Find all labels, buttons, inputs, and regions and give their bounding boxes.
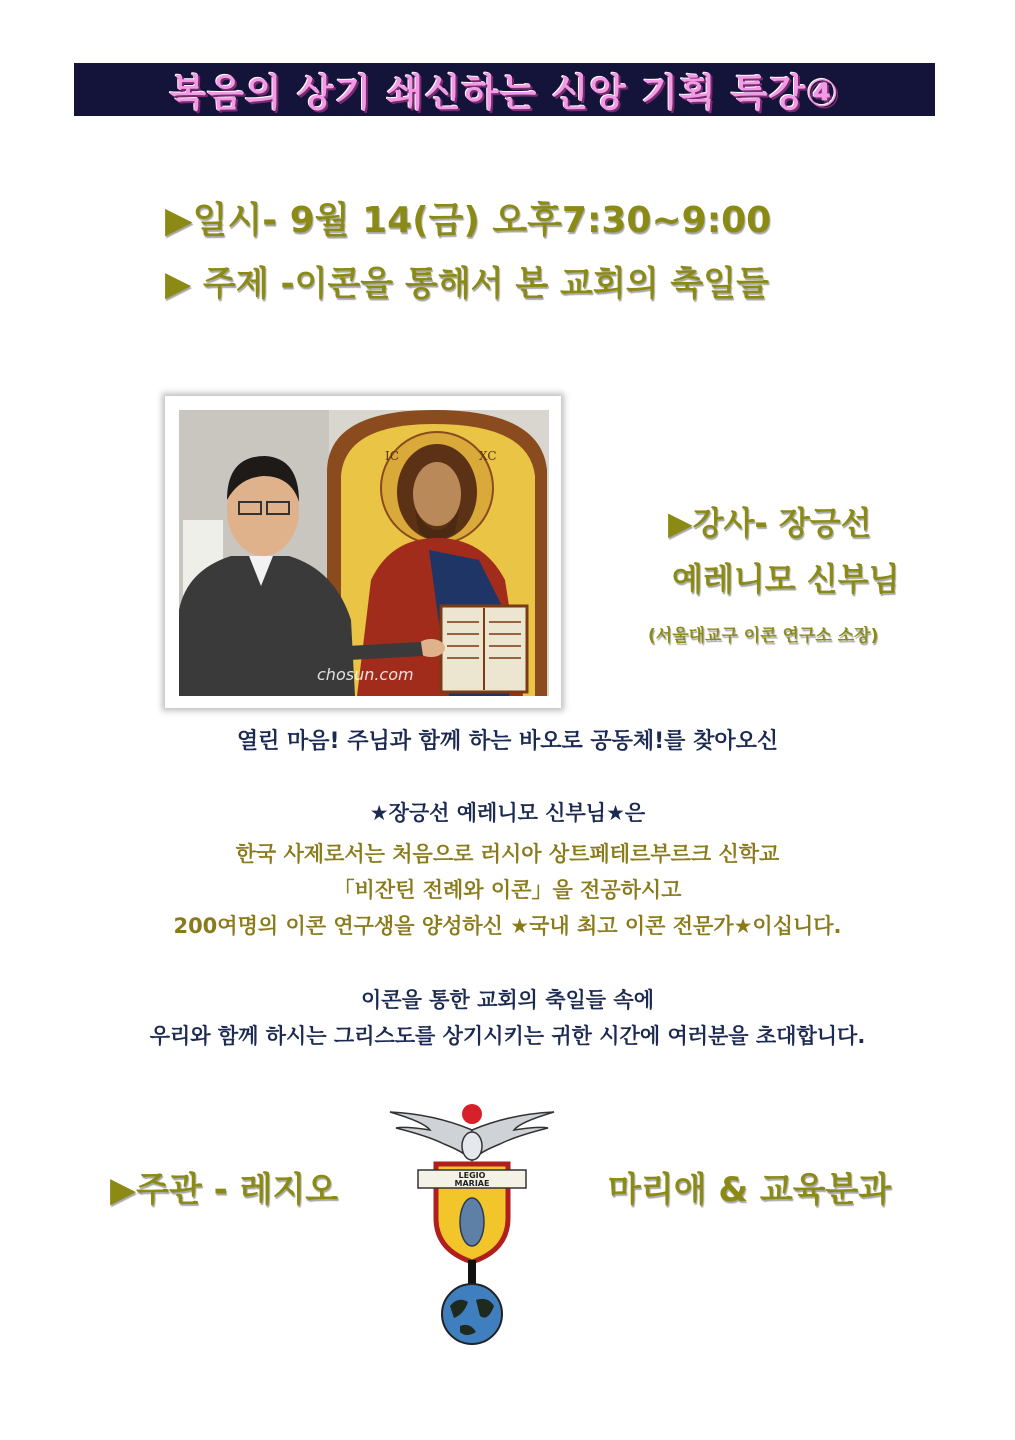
banner-title: 복음의 상기 쇄신하는 신앙 기획 특강④ — [169, 71, 840, 115]
emblem-text-1: LEGIO — [458, 1171, 486, 1180]
speaker-photo — [165, 396, 561, 708]
speaker-name-line: ★장긍선 예레니모 신부님★은 — [369, 801, 646, 825]
icon-letters-right: XC — [479, 449, 497, 463]
legio-mariae-emblem-icon — [384, 1100, 560, 1346]
photo-watermark: chosun.com — [317, 665, 414, 684]
invitation-line-2: 우리와 함께 하시는 그리스도를 상기시키는 귀한 시간에 여러분을 초대합니다. — [149, 1024, 866, 1048]
speaker-title: 예레니모 신부님 — [672, 560, 900, 598]
event-datetime: ▶일시- 9월 14(금) 오후7:30~9:00 — [165, 200, 772, 241]
emblem-text-2: MARIAE — [454, 1179, 490, 1188]
event-topic: ▶ 주제 -이콘을 통해서 본 교회의 축일들 — [165, 264, 769, 304]
speaker-affiliation: (서울대교구 이콘 연구소 소장) — [648, 626, 879, 646]
description-line-2: 「비잔틴 전례와 이콘」을 전공하시고 — [333, 878, 682, 902]
speaker-name: ▶강사- 장긍선 — [668, 504, 872, 542]
title-banner — [74, 63, 935, 116]
icon-letters-left: IC — [385, 449, 399, 463]
photo-illustration — [179, 410, 549, 696]
invitation-line-1: 이콘을 통한 교회의 축일들 속에 — [361, 988, 654, 1012]
organizer-right: 마리애 & 교육분과 — [608, 1170, 892, 1210]
organizer-left: ▶주관 - 레지오 — [110, 1170, 339, 1210]
description-line-1: 한국 사제로서는 처음으로 러시아 상트페테르부르크 신학교 — [235, 842, 780, 866]
intro-text: 열린 마음! 주님과 함께 하는 바오로 공동체!를 찾아오신 — [236, 729, 779, 754]
description-line-3: 200여명의 이콘 연구생을 양성하신 ★국내 최고 이콘 전문가★이십니다. — [173, 914, 842, 938]
